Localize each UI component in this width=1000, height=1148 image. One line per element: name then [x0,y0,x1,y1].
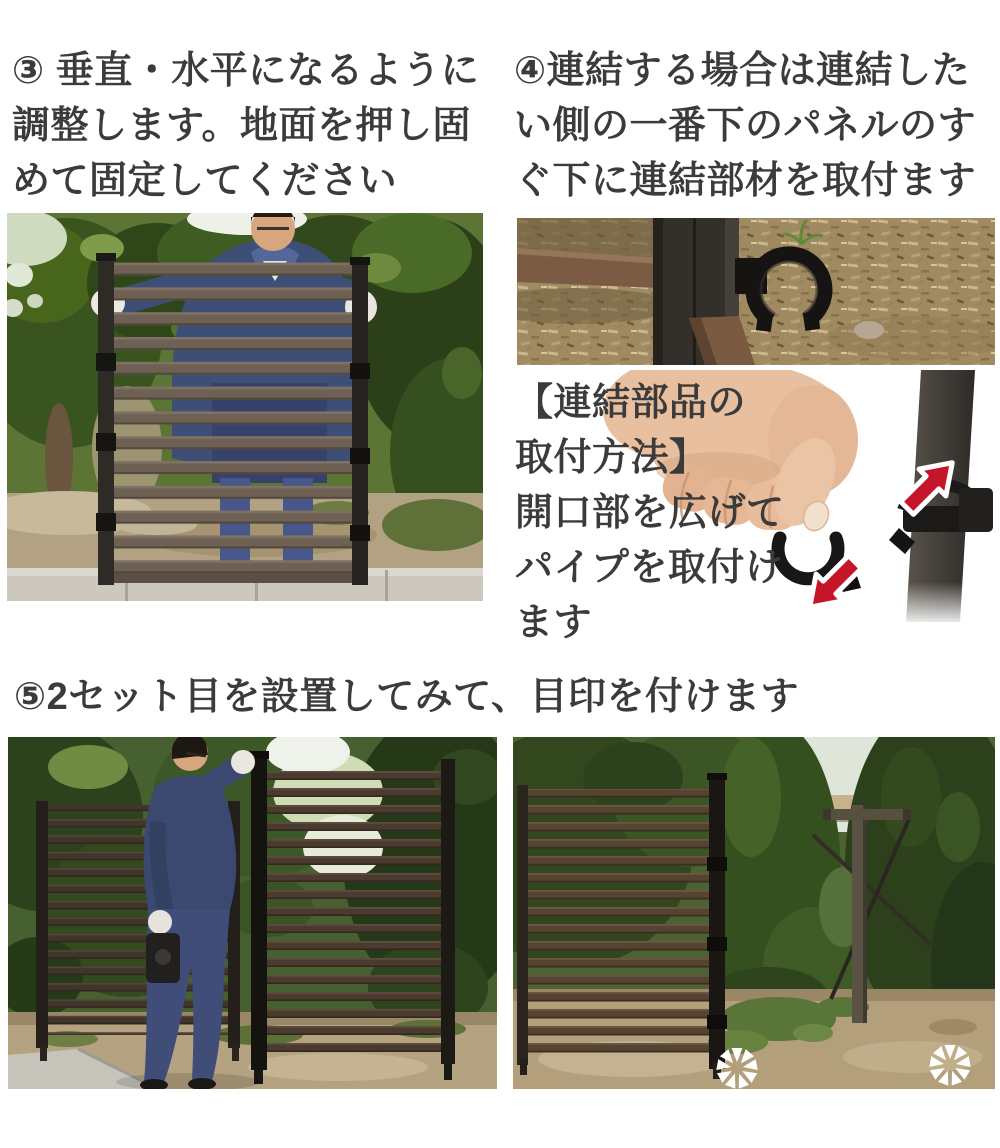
connector-method-note-text [515,376,825,651]
note-line-5: ます [515,602,593,644]
step5-title: ⑤2セット目を設置してみて、目印を付けます [14,676,800,718]
step4-line-1: ④連結する場合は連結した [514,50,971,92]
step4-line-3: ぐ下に連結部材を取付ます [514,160,977,202]
center-post [251,755,267,1070]
photo-step3-fence-adjustment [7,213,483,601]
photo-step5-marking-position [513,737,995,1089]
note-line-1: 【連結部品の [515,382,747,424]
photo-step4-scene [517,218,995,365]
photo-step5-two-panels-worker [8,737,497,1089]
fence-panel [96,253,370,585]
step3-line-2: 調整します。地面を押し固 [12,105,471,147]
fence-panel [517,773,727,1079]
note-line-2: 取付方法】 [515,437,708,479]
step4-instruction-text [514,44,1000,209]
photo-step5-left-scene [8,737,497,1089]
photo-step3-scene [7,213,483,601]
photo-step4-connector-closeup [517,218,995,365]
step4-line-2: い側の一番下のパネルのす [514,105,977,147]
step3-line-1: ③ 垂直・水平になるように [12,50,480,92]
photo-step5-right-scene [513,737,995,1089]
note-line-4: パイプを取付け [515,547,784,589]
worker-glove-lower [148,910,172,934]
fence-post-left [98,255,114,585]
worker-glove-on-post [231,750,255,774]
step3-instruction-text [12,44,492,209]
note-line-3: 開口部を広げて [515,492,785,534]
step3-line-3: めて固定してください [12,160,398,202]
front-fence-panel [249,751,455,1084]
